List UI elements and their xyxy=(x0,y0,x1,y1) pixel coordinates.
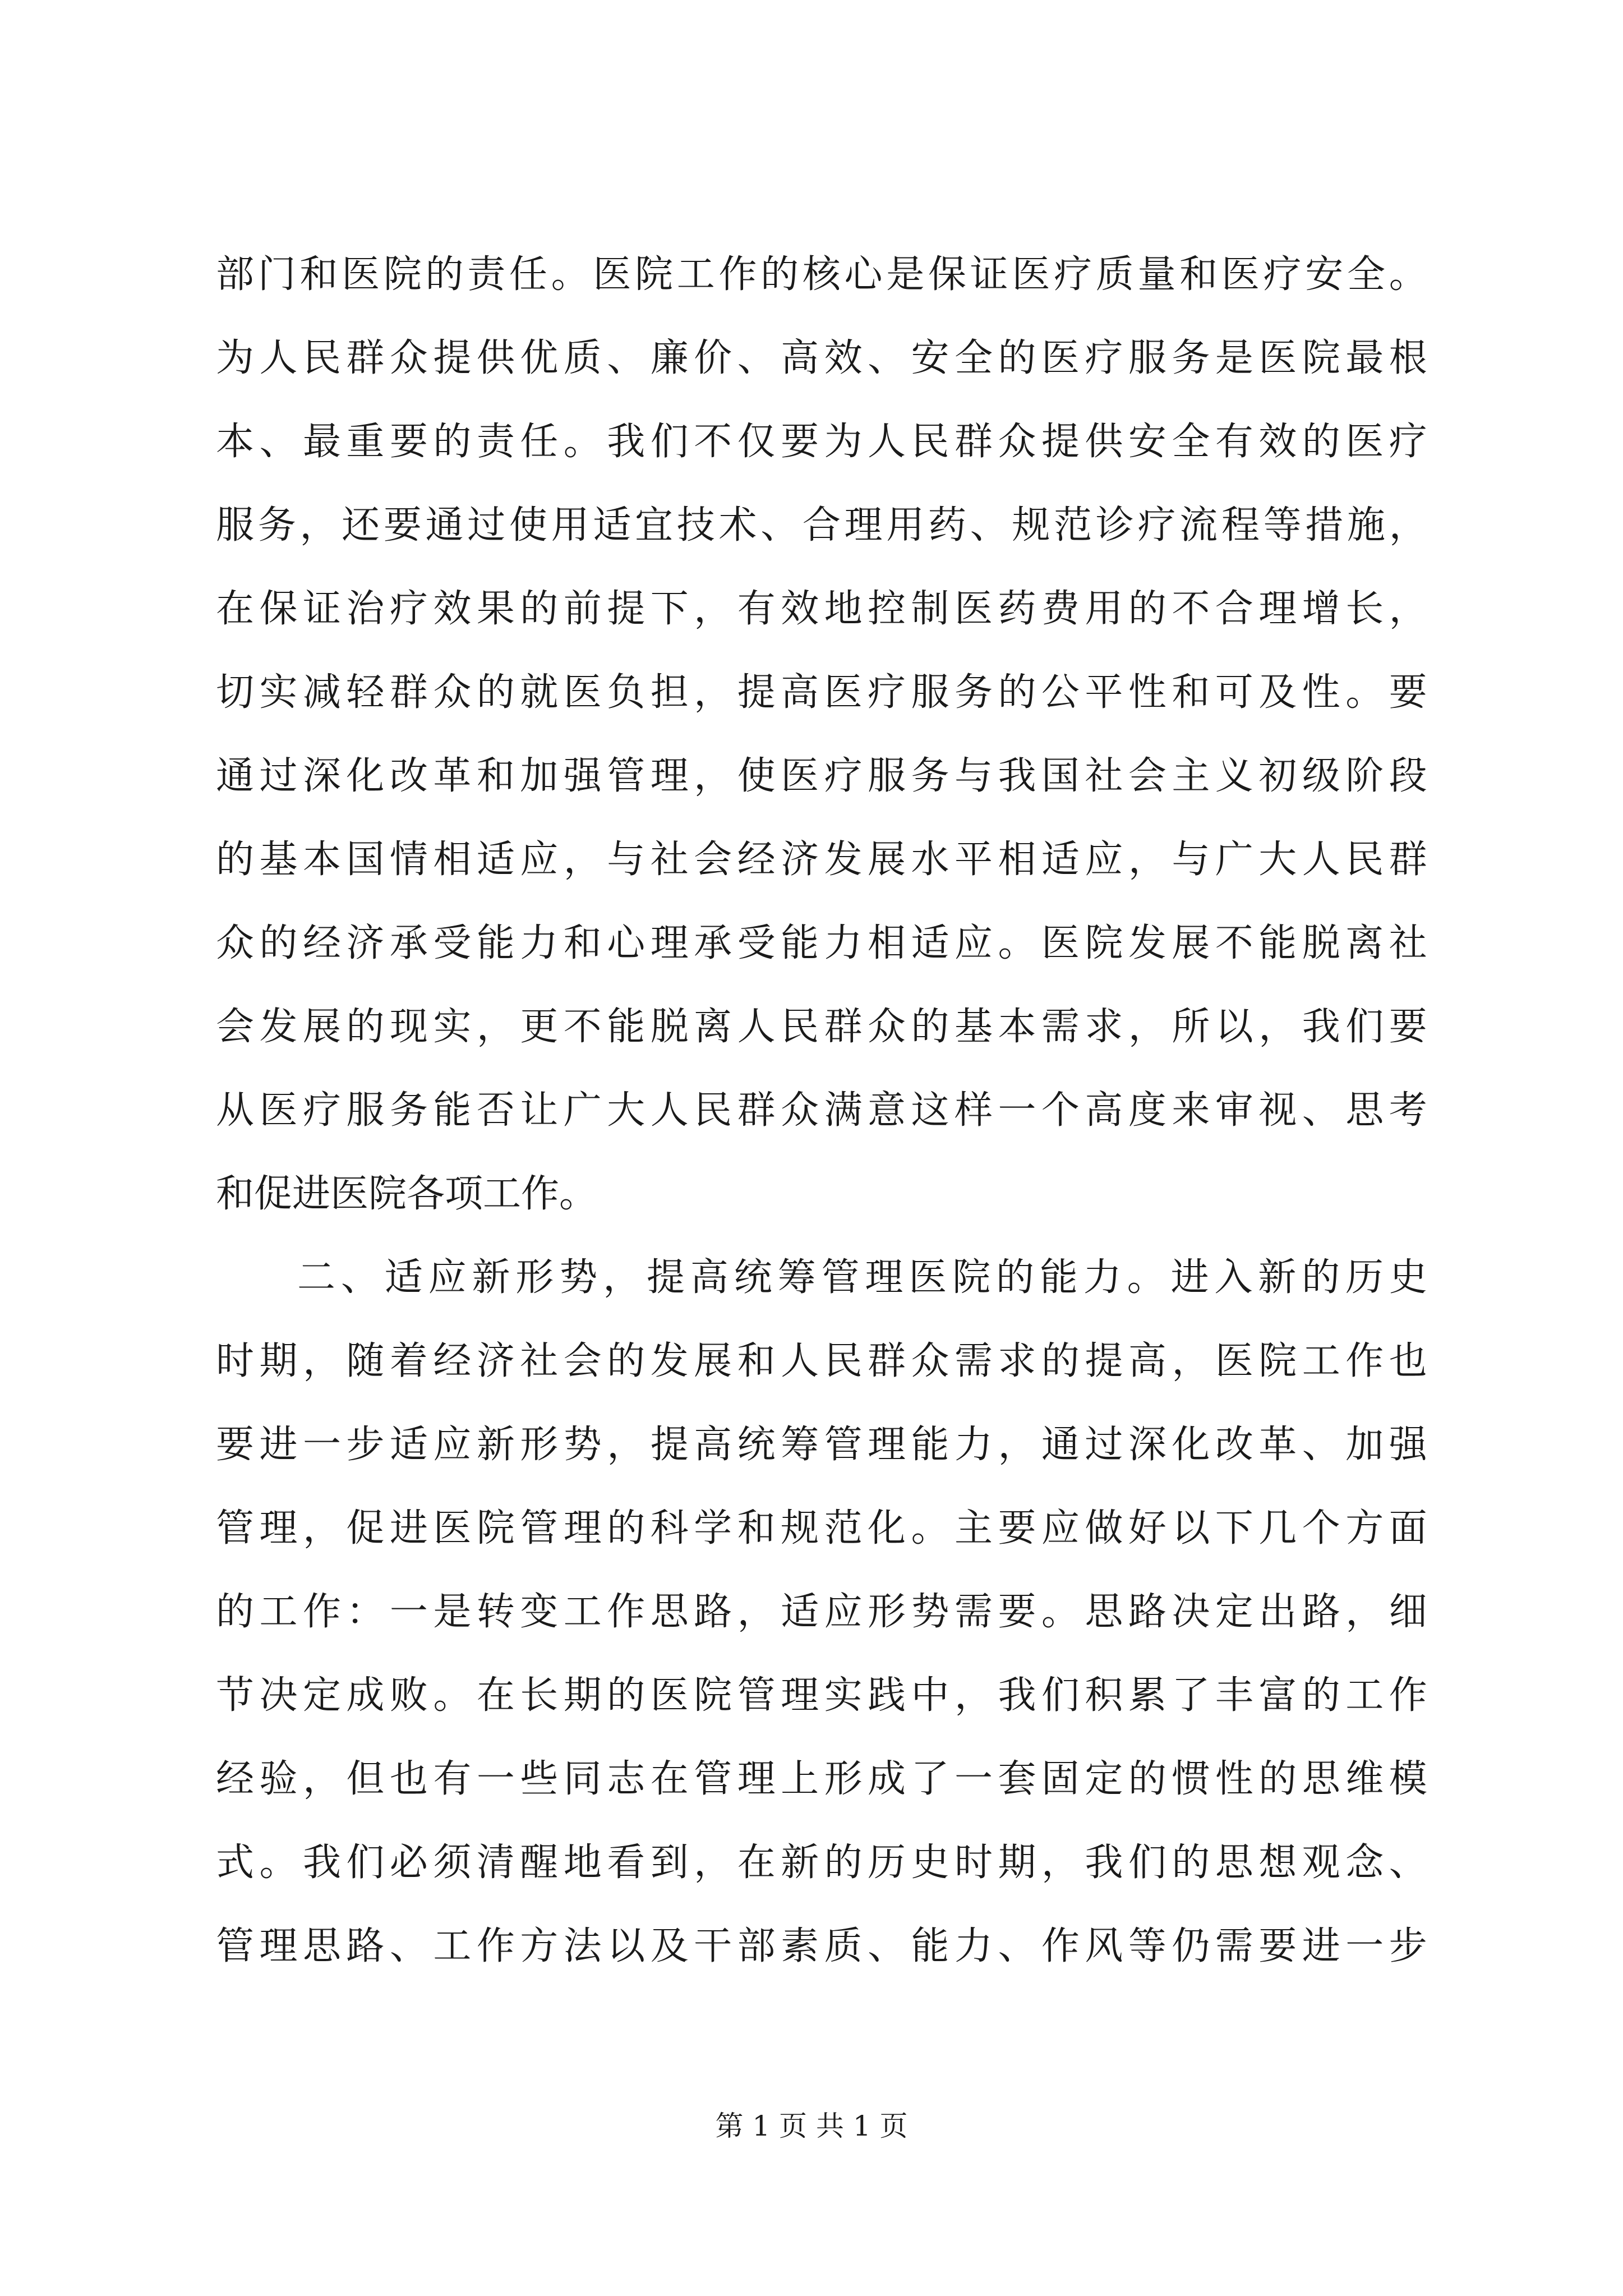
text-line: 经 验 ， 但 也 有 一 些 同 志 在 管 理 上 形 成 了 一 套 固 定 的 惯 性 的 思 维 模 xyxy=(216,1757,1427,1801)
text-line: 众 的 经 济 承 受 能 力 和 心 理 承 受 能 力 相 适 应 。 医 院 发 展 不 能 脱 离 社 xyxy=(216,921,1427,965)
text-line: 为 人 民 群 众 提 供 优 质 、 廉 价 、 高 效 、 安 全 的 医 疗 服 务 是 医 院 最 根 xyxy=(216,336,1427,380)
text-line: 在 保 证 治 疗 效 果 的 前 提 下 ， 有 效 地 控 制 医 药 费 用 的 不 合 理 增 长 ， xyxy=(216,587,1427,631)
text-line: 会 发 展 的 现 实 ， 更 不 能 脱 离 人 民 群 众 的 基 本 需 求 ， 所 以 ， 我 们 要 xyxy=(216,1005,1427,1049)
text-line: 从 医 疗 服 务 能 否 让 广 大 人 民 群 众 满 意 这 样 一 个 高 度 来 审 视 、 思 考 xyxy=(216,1088,1427,1133)
text-line: 的 工 作 ： 一 是 转 变 工 作 思 路 ， 适 应 形 势 需 要 。 思 路 决 定 出 路 ， 细 xyxy=(216,1590,1427,1634)
text-line: 和促进医院各项工作。 xyxy=(216,1172,598,1216)
text-line: 管 理 思 路 、 工 作 方 法 以 及 干 部 素 质 、 能 力 、 作 风 等 仍 需 要 进 一 步 xyxy=(216,1924,1427,1968)
text-line: 二 、 适 应 新 形 势 ， 提 高 统 筹 管 理 医 院 的 能 力 。 进 入 新 的 历 史 xyxy=(297,1255,1427,1300)
text-line: 本 、 最 重 要 的 责 任 。 我 们 不 仅 要 为 人 民 群 众 提 供 安 全 有 效 的 医 疗 xyxy=(216,420,1427,464)
document-body xyxy=(216,233,1427,1988)
page-footer xyxy=(0,2106,1623,2146)
text-line: 节 决 定 成 败 。 在 长 期 的 医 院 管 理 实 践 中 ， 我 们 积 累 了 丰 富 的 工 作 xyxy=(216,1673,1427,1718)
text-line: 通 过 深 化 改 革 和 加 强 管 理 ， 使 医 疗 服 务 与 我 国 社 会 主 义 初 级 阶 段 xyxy=(216,754,1427,798)
text-line: 服 务 ， 还 要 通 过 使 用 适 宜 技 术 、 合 理 用 药 、 规 范 诊 疗 流 程 等 措 施 ， xyxy=(216,503,1427,547)
text-line: 的 基 本 国 情 相 适 应 ， 与 社 会 经 济 发 展 水 平 相 适 应 ， 与 广 大 人 民 群 xyxy=(216,838,1427,882)
text-line: 式 。 我 们 必 须 清 醒 地 看 到 ， 在 新 的 历 史 时 期 ， 我 们 的 思 想 观 念 、 xyxy=(216,1841,1427,1885)
text-line: 切 实 减 轻 群 众 的 就 医 负 担 ， 提 高 医 疗 服 务 的 公 平 性 和 可 及 性 。 要 xyxy=(216,670,1427,715)
text-line: 部 门 和 医 院 的 责 任 。 医 院 工 作 的 核 心 是 保 证 医 疗 质 量 和 医 疗 安 全 。 xyxy=(216,252,1427,297)
text-line: 管 理 ， 促 进 医 院 管 理 的 科 学 和 规 范 化 。 主 要 应 做 好 以 下 几 个 方 面 xyxy=(216,1506,1427,1550)
paragraph-2 xyxy=(216,1236,1427,1988)
paragraph-1 xyxy=(216,233,1427,1236)
text-line: 时 期 ， 随 着 经 济 社 会 的 发 展 和 人 民 群 众 需 求 的 提 高 ， 医 院 工 作 也 xyxy=(216,1339,1427,1383)
text-line: 要 进 一 步 适 应 新 形 势 ， 提 高 统 筹 管 理 能 力 ， 通 过 深 化 改 革 、 加 强 xyxy=(216,1423,1427,1467)
page-number-label: 第 1 页 共 1 页 xyxy=(715,2110,908,2142)
